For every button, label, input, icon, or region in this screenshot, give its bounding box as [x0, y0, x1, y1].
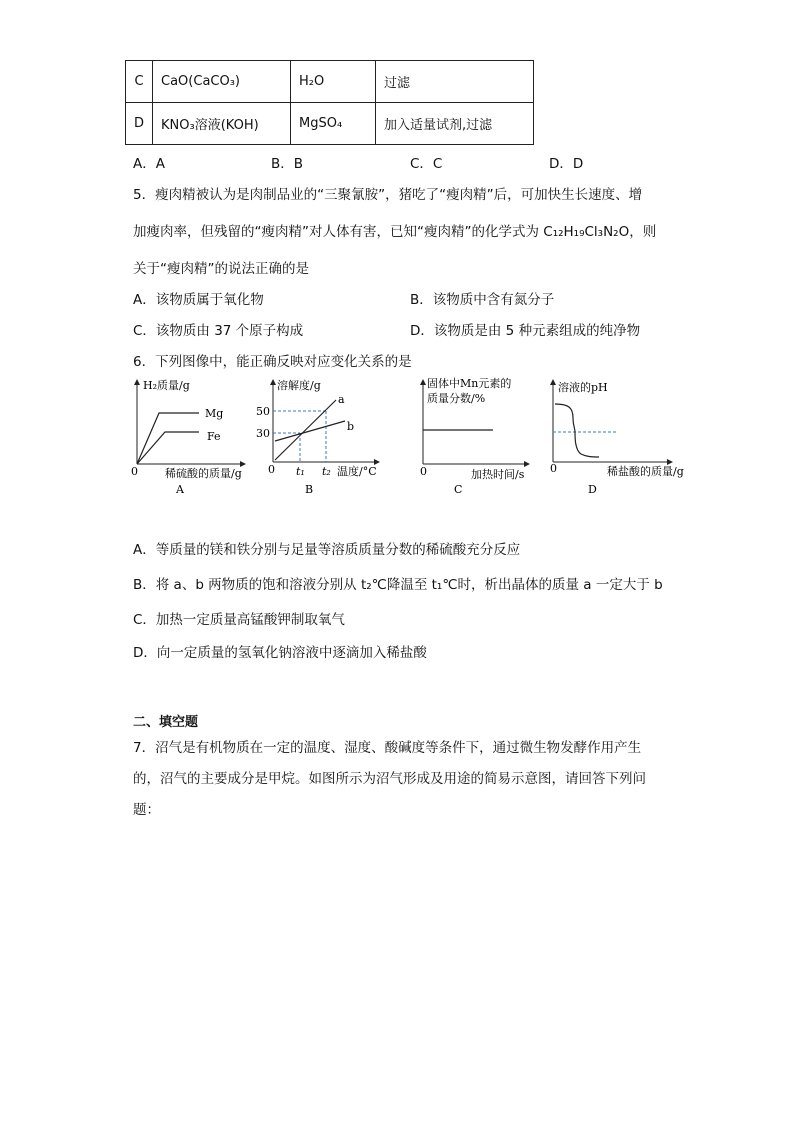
graph-a-origin: 0 — [131, 465, 138, 478]
graph-b-caption: B — [305, 483, 314, 496]
options-table — [125, 60, 534, 145]
substance-cell: CaO(CaCO₃) — [153, 61, 291, 103]
q4-option-c[interactable]: C．C — [410, 156, 443, 172]
q4-option-b[interactable]: B．B — [271, 156, 304, 172]
table-row — [126, 103, 534, 145]
q5-stem-line3: 关于“瘦肉精”的说法正确的是 — [133, 261, 309, 277]
graph-b-label-a: a — [338, 393, 345, 406]
graph-c-xlabel: 加热时间/s — [471, 468, 525, 481]
graph-d-caption: D — [588, 483, 597, 496]
graph-b-tick-50: 50 — [256, 405, 270, 418]
graph-c-ylabel-1: 固体中Mn元素的 — [427, 377, 512, 390]
graph-d-ylabel: 溶液的pH — [558, 381, 608, 394]
graph-b — [256, 378, 377, 496]
graph-a-xlabel: 稀硫酸的质量/g — [165, 467, 242, 480]
graph-a-curve-mg — [137, 413, 199, 464]
q6-option-b[interactable]: B．将 a、b 两物质的饱和溶液分别从 t₂℃降温至 t₁℃时，析出晶体的质量 a 一定大于 b — [133, 577, 663, 593]
graph-b-xlabel: 温度/°C — [337, 465, 377, 478]
q5-option-c[interactable]: C．该物质由 37 个原子构成 — [133, 323, 304, 339]
q5-option-d[interactable]: D．该物质是由 5 种元素组成的纯净物 — [410, 323, 641, 339]
graph-a — [131, 378, 243, 496]
graph-d — [550, 380, 684, 496]
graph-b-tick-30: 30 — [256, 427, 270, 440]
q6-option-c[interactable]: C．加热一定质量高锰酸钾制取氧气 — [133, 612, 345, 628]
reagent-cell: H₂O — [291, 61, 376, 103]
q4-option-d[interactable]: D．D — [549, 156, 584, 172]
graph-d-xlabel: 稀盐酸的质量/g — [607, 465, 684, 478]
graph-b-origin: 0 — [268, 463, 275, 476]
graph-a-label-fe: Fe — [207, 430, 221, 443]
method-cell: 过滤 — [376, 61, 534, 103]
q5-stem-line1: 5．瘦肉精被认为是肉制品业的“三聚氰胺”，猪吃了“瘦肉精”后，可加快生长速度、增 — [133, 187, 643, 203]
substance-cell: KNO₃溶液(KOH) — [153, 103, 291, 145]
q6-graphs — [125, 372, 695, 500]
graph-c-origin: 0 — [420, 465, 427, 478]
q7-stem-line3: 题： — [133, 802, 160, 818]
q5-option-b[interactable]: B．该物质中含有氮分子 — [410, 292, 555, 308]
graph-a-label-mg: Mg — [205, 407, 224, 420]
graph-b-t2: t₂ — [322, 465, 331, 478]
section-title: 二、填空题 — [133, 715, 199, 730]
reagent-cell: MgSO₄ — [291, 103, 376, 145]
graph-c-caption: C — [454, 483, 463, 496]
graph-c-ylabel-2: 质量分数/% — [427, 392, 486, 405]
q5-stem-line2: 加瘦肉率，但残留的“瘦肉精”对人体有害，已知“瘦肉精”的化学式为 C₁₂H₁₉Cl₃N₂O，则 — [133, 224, 657, 240]
graph-a-ylabel: H₂质量/g — [143, 379, 190, 392]
q4-option-a[interactable]: A．A — [133, 156, 165, 172]
q7-stem-line2: 的，沼气的主要成分是甲烷。如图所示为沼气形成及用途的简易示意图，请回答下列问 — [133, 771, 646, 787]
q5-option-a[interactable]: A．该物质属于氧化物 — [133, 292, 264, 308]
q6-stem: 6．下列图像中，能正确反映对应变化关系的是 — [133, 354, 412, 370]
graph-c — [420, 376, 527, 496]
table-row — [126, 61, 534, 103]
q7-stem-line1: 7．沼气是有机物质在一定的温度、湿度、酸碱度等条件下，通过微生物发酵作用产生 — [133, 740, 642, 756]
graph-b-curve-a — [275, 400, 336, 460]
graph-a-curve-fe — [137, 432, 199, 464]
graph-b-ylabel: 溶解度/g — [277, 379, 321, 392]
q6-option-a[interactable]: A．等质量的镁和铁分别与足量等溶质质量分数的稀硫酸充分反应 — [133, 542, 521, 558]
graph-d-origin: 0 — [550, 462, 557, 475]
graph-b-t1: t₁ — [296, 465, 305, 478]
q6-option-d[interactable]: D．向一定质量的氢氧化钠溶液中逐滴加入稀盐酸 — [133, 645, 427, 661]
graph-a-caption: A — [176, 483, 184, 496]
row-label: D — [126, 103, 153, 145]
method-cell: 加入适量试剂,过滤 — [376, 103, 534, 145]
graph-b-label-b: b — [347, 420, 355, 433]
graph-b-curve-b — [275, 421, 345, 441]
graph-d-curve — [555, 404, 599, 457]
row-label: C — [126, 61, 153, 103]
